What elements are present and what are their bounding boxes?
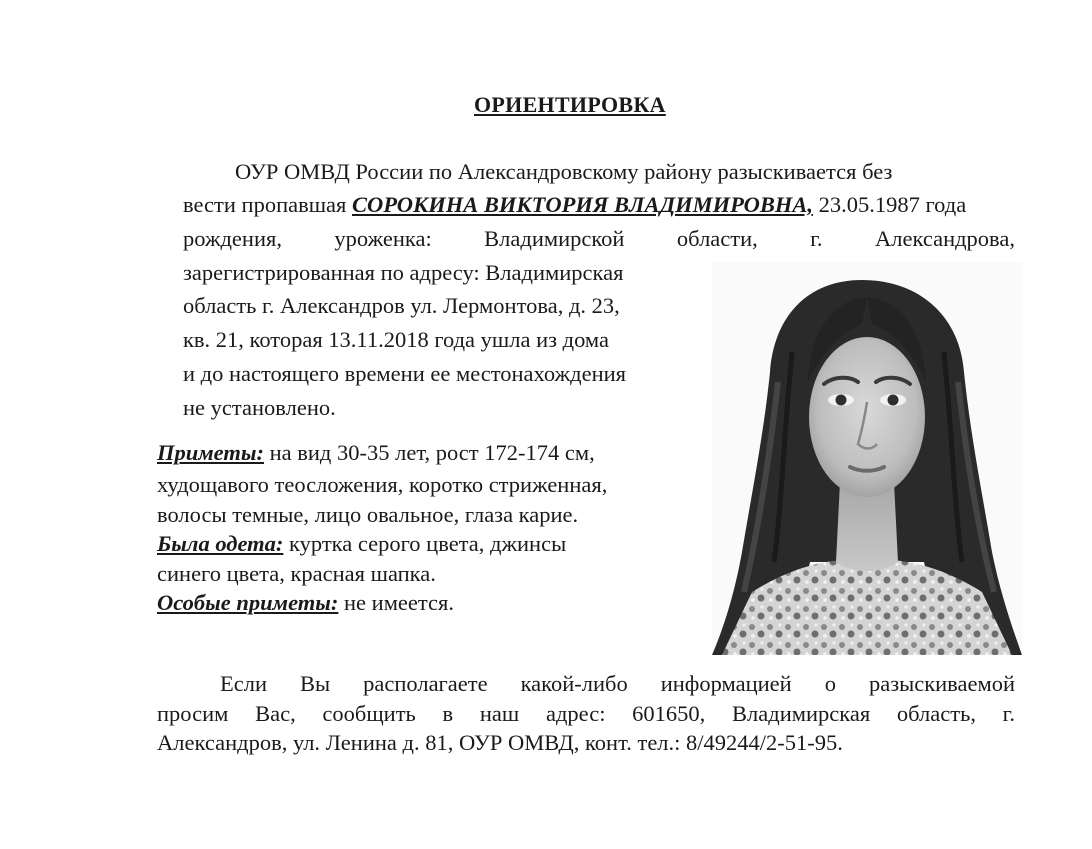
clothing-line-1: [157, 530, 566, 558]
document-title: ОРИЕНТИРОВКА: [474, 92, 666, 117]
signs-line-1: [157, 439, 595, 467]
contact-line-3: Александров, ул. Ленина д. 81, ОУР ОМВД, конт. тел.: 8/49244/2-51-95.: [157, 730, 843, 755]
signs-text-1: на вид 30-35 лет, рост 172-174 см,: [269, 440, 595, 465]
signs-label: Приметы:: [157, 440, 264, 465]
intro-line-3: рождения, уроженка: Владимирской области, г. Александрова,: [183, 226, 1015, 251]
clothing-line-2: синего цвета, красная шапка.: [157, 561, 436, 586]
intro-line-4: зарегистрированная по адресу: Владимирская: [183, 260, 624, 285]
birth-date: 23.05.1987 года: [818, 192, 967, 217]
intro-line-8: не установлено.: [183, 395, 336, 420]
signs-line-3: волосы темные, лицо овальное, глаза карие.: [157, 502, 579, 527]
contact-line-1: Если Вы располагаете какой-либо информацией о разыскиваемой: [220, 671, 1015, 696]
missing-person-photo: [712, 262, 1022, 655]
person-name: СОРОКИНА ВИКТОРИЯ ВЛАДИМИРОВНА,: [352, 192, 813, 217]
intro-line-6: кв. 21, которая 13.11.2018 года ушла из дома: [183, 327, 609, 352]
intro-line-1: ОУР ОМВД России по Александровскому району разыскивается без: [235, 159, 893, 184]
portrait-illustration: [712, 262, 1022, 655]
intro-line-7: и до настоящего времени ее местонахождения: [183, 361, 627, 386]
special-signs-text: не имеется.: [344, 590, 454, 615]
special-signs-line: [157, 589, 454, 617]
intro-line-5: область г. Александров ул. Лермонтова, д. 23,: [183, 293, 620, 318]
signs-line-2: худощавого теосложения, коротко стриженная,: [157, 472, 608, 497]
intro-line-2-prefix: вести пропавшая: [183, 192, 347, 217]
intro-line-2: [183, 191, 966, 219]
contact-line-2: просим Вас, сообщить в наш адрес: 601650, Владимирская область, г.: [157, 701, 1015, 726]
clothing-text-1: куртка серого цвета, джинсы: [289, 531, 567, 556]
special-signs-label: Особые приметы:: [157, 590, 339, 615]
clothing-label: Была одета:: [157, 531, 284, 556]
